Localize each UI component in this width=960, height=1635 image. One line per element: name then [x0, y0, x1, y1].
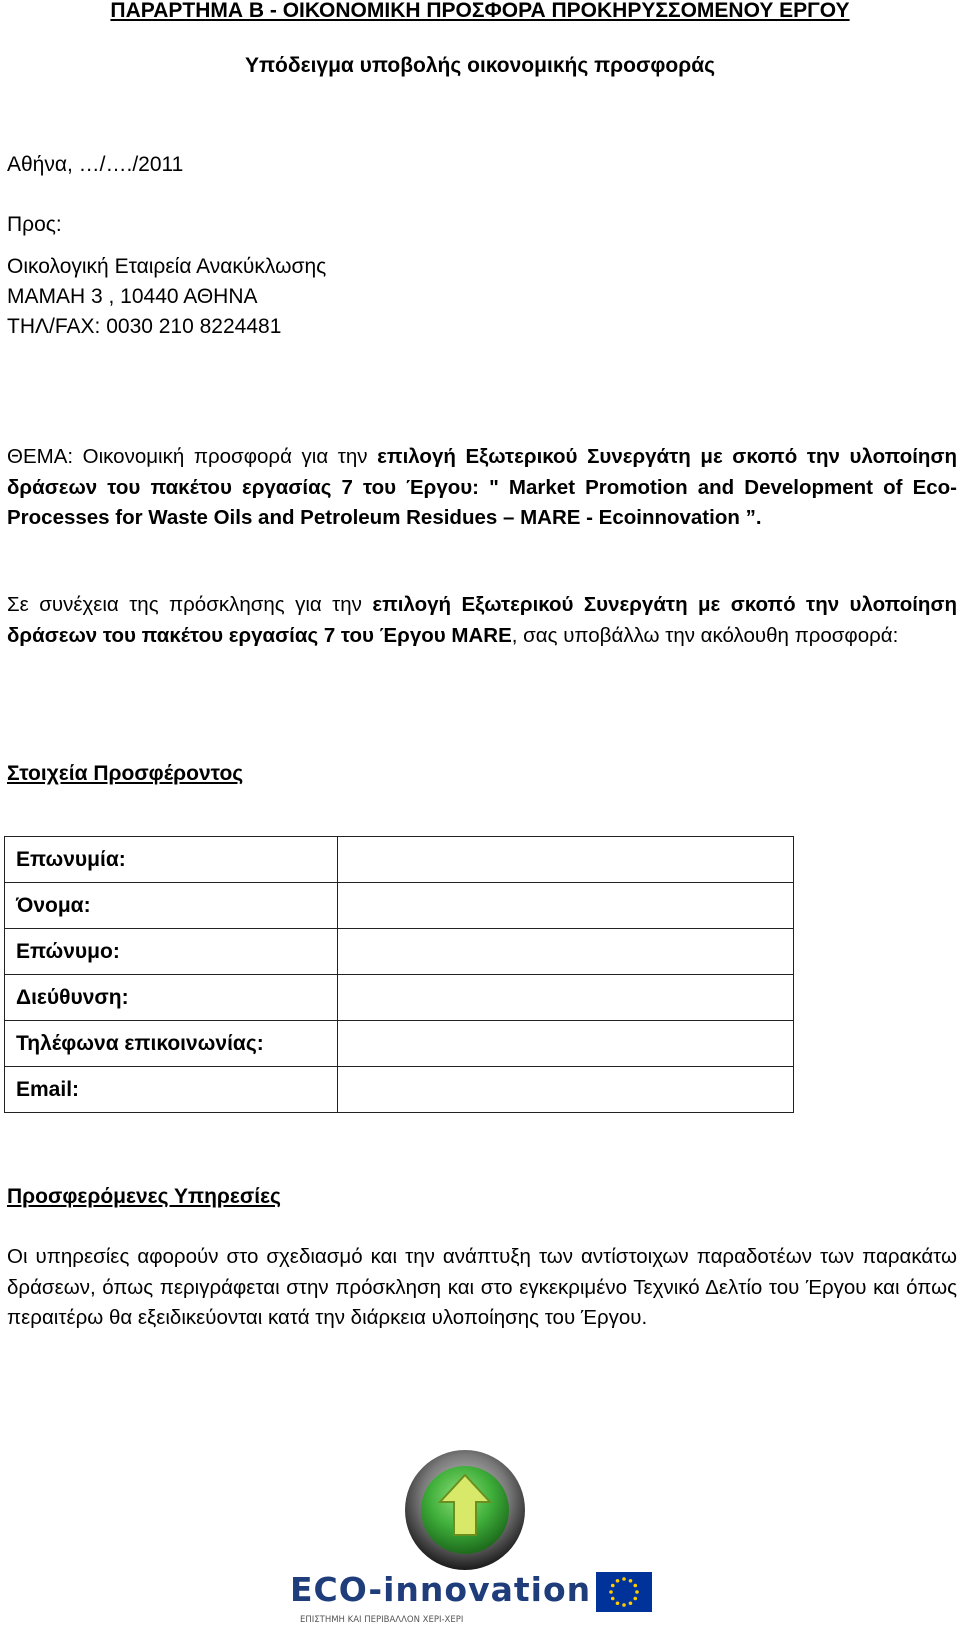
offeror-field-value[interactable] [338, 1021, 794, 1067]
offeror-field-value[interactable] [338, 837, 794, 883]
eu-star-icon [616, 1579, 620, 1583]
recipient-phone: ΤΗΛ/FAX: 0030 210 8224481 [7, 315, 282, 338]
offeror-row [5, 975, 794, 1021]
offeror-field-label: Επώνυμο: [5, 929, 338, 975]
offeror-details-table [4, 836, 794, 1113]
eu-star-icon [616, 1601, 620, 1605]
offeror-row [5, 1067, 794, 1113]
eu-star-icon [622, 1577, 626, 1581]
eu-star-icon [622, 1603, 626, 1607]
recipient-name: Οικολογική Εταιρεία Ανακύκλωσης [7, 255, 327, 278]
intro-prefix: Σε συνέχεια της πρόσκλησης για την [7, 593, 373, 616]
offeror-field-value[interactable] [338, 975, 794, 1021]
intro-bold-text: επιλογή Εξωτερικού Συνεργάτη με σκοπό την υλοποίηση δράσεων του πακέτου εργασίας 7 του Έργου MARE [7, 593, 957, 647]
offeror-row [5, 1021, 794, 1067]
logo-text: ECO-innovation [290, 1570, 592, 1609]
offeror-field-value[interactable] [338, 883, 794, 929]
eu-star-icon [611, 1584, 615, 1588]
subject-prefix: ΘΕΜΑ: Οικονομική προσφορά για την [7, 445, 378, 468]
offeror-field-label: Όνομα: [5, 883, 338, 929]
recipient-address: ΜΑΜΑΗ 3 , 10440 ΑΘΗΝΑ [7, 285, 258, 308]
document-title: ΠΑΡΑΡΤΗΜΑ Β - ΟΙΚΟΝΟΜΙΚΗ ΠΡΟΣΦΟΡΑ ΠΡΟΚΗΡΥΣΣΟΜΕΝΟΥ ΕΡΓΟΥ [110, 0, 850, 22]
intro-suffix: , σας υποβάλλω την ακόλουθη προσφορά: [511, 623, 899, 647]
offeror-row [5, 883, 794, 929]
offeror-field-label: Email: [5, 1067, 338, 1113]
to-label: Προς: [7, 213, 62, 236]
services-paragraph: Οι υπηρεσίες αφορούν στο σχεδιασμό και την ανάπτυξη των αντίστοιχων παραδοτέων των παρακάτω δράσεων, όπως περιγράφεται στην πρόσκληση και στο εγκεκριμένο Τεχνικό Δελτίο του Έργου και όπως περαιτέρω θα εξειδικεύονται κατά την διάρκεια υλοποίησης του Έργου. [7, 1245, 957, 1329]
offeror-field-value[interactable] [338, 929, 794, 975]
services-section-title: Προσφερόμενες Υπηρεσίες [7, 1185, 281, 1208]
eu-star-icon [611, 1597, 615, 1601]
letter-date: Αθήνα, …/…./2011 [7, 153, 184, 176]
eu-star-icon [609, 1590, 613, 1594]
offeror-row [5, 837, 794, 883]
eu-star-icon [633, 1584, 637, 1588]
eco-innovation-logo [290, 1440, 670, 1630]
offeror-field-label: Τηλέφωνα επικοινωνίας: [5, 1021, 338, 1067]
offeror-field-label: Διεύθυνση: [5, 975, 338, 1021]
offeror-field-label: Επωνυμία: [5, 837, 338, 883]
eu-star-icon [635, 1590, 639, 1594]
subject-paragraph [7, 442, 957, 534]
intro-paragraph [7, 590, 957, 651]
eu-star-icon [629, 1601, 633, 1605]
offeror-row [5, 929, 794, 975]
document-subtitle: Υπόδειγμα υποβολής οικονομικής προσφοράς [244, 54, 716, 77]
offeror-field-value[interactable] [338, 1067, 794, 1113]
eu-star-icon [633, 1597, 637, 1601]
subject-bold-text: επιλογή Εξωτερικού Συνεργάτη με σκοπό την υλοποίηση δράσεων του πακέτου εργασίας 7 του Έργου: " Market Promotion and Development of Eco-Processes for Waste Oils and Petroleum Residues – MARE - Ecoinnovation ”. [7, 445, 957, 529]
eu-star-icon [629, 1579, 633, 1583]
logo-tagline: ΕΠΙΣΤΗΜΗ ΚΑΙ ΠΕΡΙΒΑΛΛΟΝ ΧΕΡΙ-ΧΕΡΙ [300, 1615, 464, 1625]
offeror-section-title: Στοιχεία Προσφέροντος [7, 762, 244, 785]
